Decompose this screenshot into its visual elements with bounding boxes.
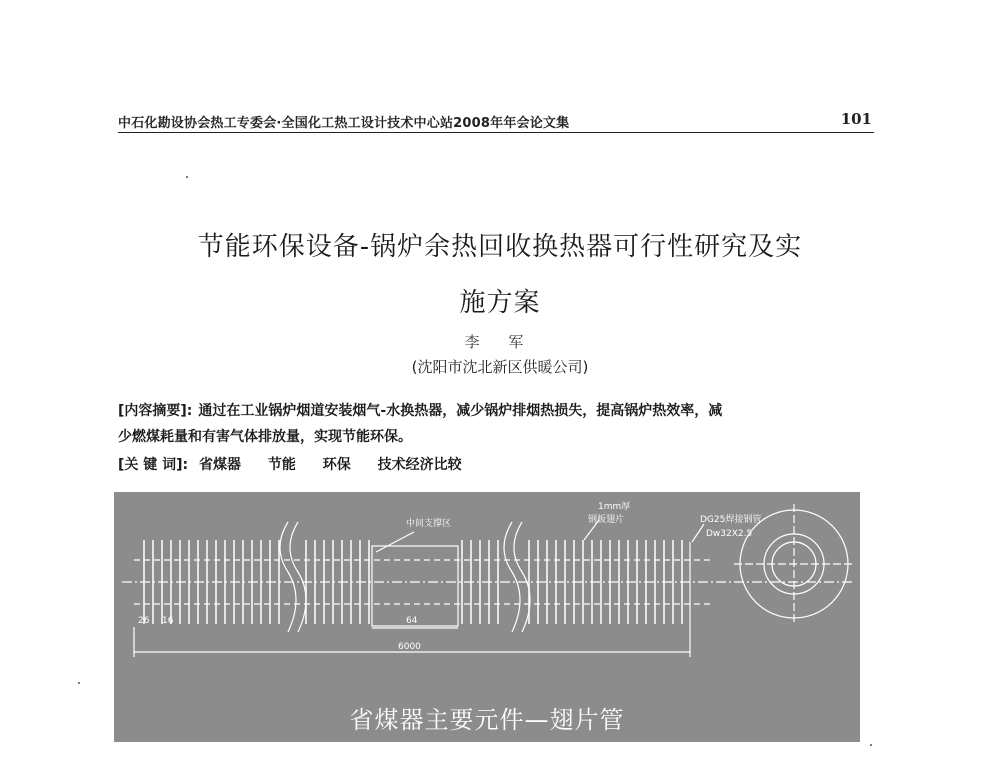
break-line <box>514 522 530 632</box>
label-pipe-spec-1: DG25焊接钢管 <box>700 515 762 525</box>
keyword: 环保 <box>322 457 351 473</box>
paper-title-line-2: 施方案 <box>459 288 541 318</box>
break-line <box>280 522 296 632</box>
leader-line <box>376 532 414 552</box>
label-dim-mid: 64 <box>406 616 418 626</box>
label-dim-total: 6000 <box>398 642 421 652</box>
keyword: 技术经济比较 <box>377 457 462 473</box>
figure-caption: 省煤器主要元件—翅片管 <box>349 706 625 734</box>
abstract-line-1 <box>118 398 878 424</box>
middle-support-region <box>372 546 458 626</box>
keyword: 省煤器 <box>199 457 242 473</box>
paper-title-line-1: 节能环保设备-锅炉余热回收换热器可行性研究及实 <box>197 232 803 262</box>
scan-speck <box>870 744 872 746</box>
leader-line <box>692 524 704 542</box>
abstract-text-2: 少燃煤耗量和有害气体排放量，实现节能环保。 <box>118 429 412 445</box>
drawing-labels <box>138 501 761 652</box>
tube-body <box>122 504 854 657</box>
keyword: 节能 <box>267 457 296 473</box>
break-line <box>504 522 520 632</box>
label-dim-left: 26 <box>138 616 150 626</box>
label-pipe-spec-2: Dw32X2.5 <box>706 529 753 539</box>
abstract-text-1: 通过在工业锅炉烟道安装烟气-水换热器，减少锅炉排烟热损失，提高锅炉热效率，减 <box>198 403 723 419</box>
keywords-line <box>118 452 878 478</box>
journal-title: 中石化勘设协会热工专委会·全国化工热工设计技术中心站2008年年会论文集 <box>118 116 570 131</box>
label-fin-spec-2: 钢板翅片 <box>588 515 625 525</box>
label-dim-left2: 16 <box>162 616 174 626</box>
page-number: 101 <box>840 110 872 128</box>
abstract-line-2 <box>118 424 878 450</box>
author-name: 李 军 <box>464 333 536 351</box>
scan-speck <box>78 682 80 684</box>
running-header <box>118 108 874 133</box>
label-fin-spec-1: 1mm厚 <box>598 502 631 512</box>
scan-speck <box>186 176 188 178</box>
break-line <box>290 522 306 632</box>
abstract-label: [内容摘要]: <box>118 403 193 419</box>
keywords-label: [关 键 词]: <box>118 457 189 473</box>
author-affiliation: (沈阳市沈北新区供暖公司) <box>411 358 589 376</box>
finned-tube-figure <box>114 492 860 742</box>
label-middle-region: 中间支撑区 <box>406 519 452 529</box>
